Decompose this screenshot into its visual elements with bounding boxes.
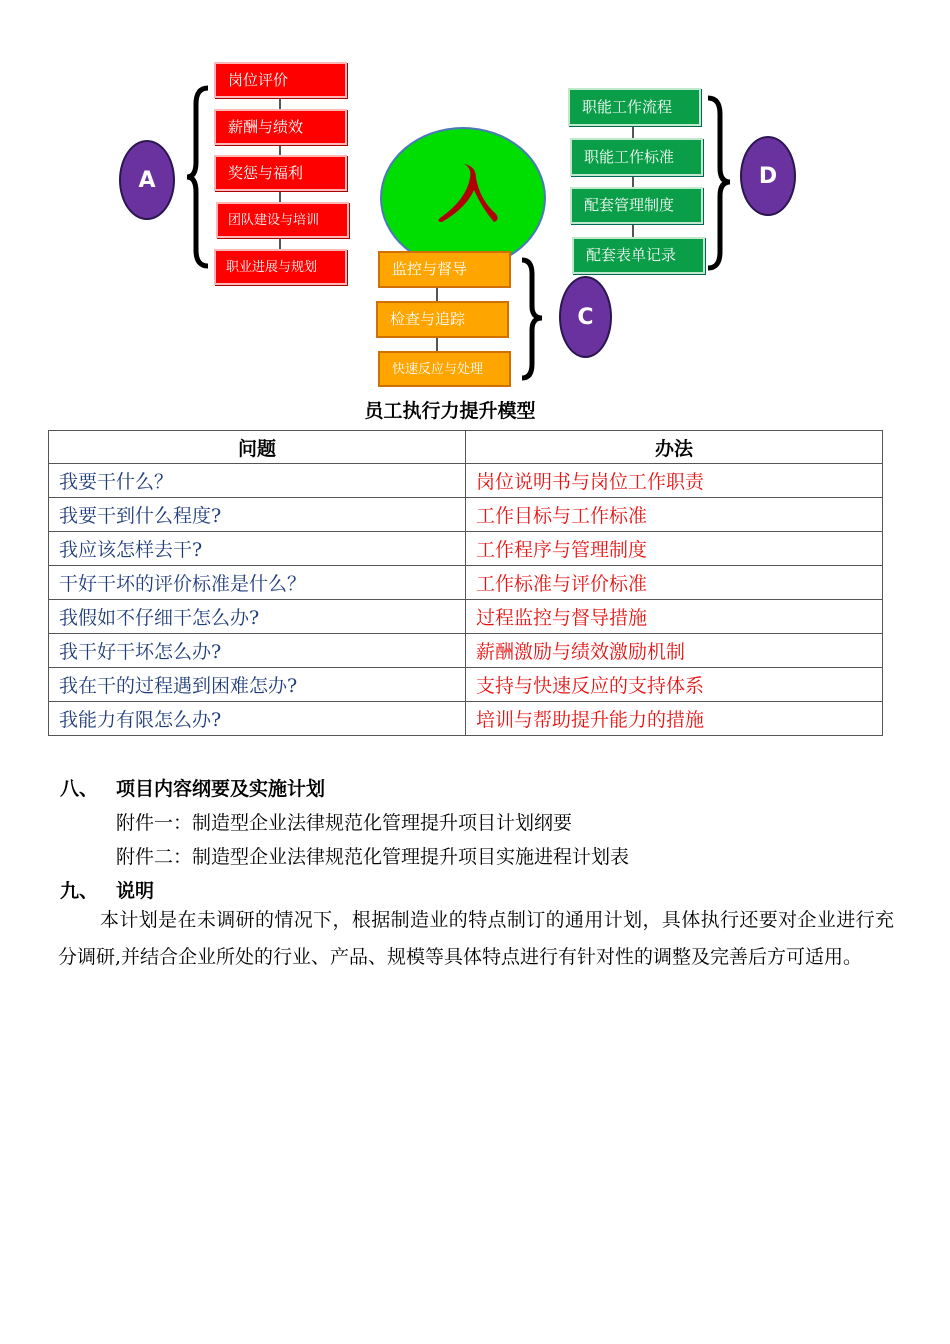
method-cell: 薪酬激励与绩效激励机制 — [466, 634, 883, 668]
a-item-4: 团队建设与培训 — [216, 202, 349, 238]
method-cell: 培训与帮助提升能力的措施 — [466, 702, 883, 736]
a-item-2: 薪酬与绩效 — [214, 109, 347, 145]
diagram-caption: 员工执行力提升模型 — [364, 400, 536, 422]
a-item-5: 职业进展与规划 — [214, 249, 347, 285]
circle-d: D — [740, 136, 796, 216]
section-8-number: 八、 — [60, 778, 99, 800]
method-cell: 工作程序与管理制度 — [466, 532, 883, 566]
d-item-3: 配套管理制度 — [570, 187, 703, 224]
brace-c-icon — [518, 256, 546, 384]
table-row — [49, 464, 883, 498]
header-method: 办法 — [466, 431, 883, 464]
section-8-title: 项目内容纲要及实施计划 — [116, 778, 326, 800]
section-8-heading — [60, 774, 325, 801]
table-header-row — [49, 431, 883, 464]
table-row — [49, 600, 883, 634]
brace-a-icon — [184, 84, 214, 270]
question-cell: 我要干什么？ — [49, 464, 466, 498]
question-cell: 我假如不仔细干怎么办? — [49, 600, 466, 634]
section-9-heading — [60, 876, 154, 903]
question-cell: 干好干坏的评价标准是什么？ — [49, 566, 466, 600]
table-row — [49, 566, 883, 600]
table-row — [49, 498, 883, 532]
d-item-2: 职能工作标准 — [570, 138, 703, 176]
a-item-3: 奖惩与福利 — [214, 155, 347, 191]
table-row — [49, 532, 883, 566]
question-cell: 我能力有限怎么办? — [49, 702, 466, 736]
method-cell: 岗位说明书与岗位工作职责 — [466, 464, 883, 498]
method-cell: 过程监控与督导措施 — [466, 600, 883, 634]
method-cell: 工作标准与评价标准 — [466, 566, 883, 600]
method-cell: 支持与快速反应的支持体系 — [466, 668, 883, 702]
d-item-1: 职能工作流程 — [568, 88, 701, 126]
question-cell: 我要干到什么程度? — [49, 498, 466, 532]
table-row — [49, 702, 883, 736]
c-item-3: 快速反应与处理 — [378, 351, 511, 387]
question-cell: 我应该怎样去干? — [49, 532, 466, 566]
c-item-1: 监控与督导 — [378, 251, 511, 288]
a-item-1: 岗位评价 — [214, 62, 347, 98]
table-row — [49, 668, 883, 702]
section-9-number: 九、 — [60, 880, 99, 902]
person-character-icon — [432, 160, 500, 226]
table-row — [49, 634, 883, 668]
section-9-title: 说明 — [116, 880, 155, 902]
attachment-2: 附件二：制造型企业法律规范化管理提升项目实施进程计划表 — [116, 846, 630, 868]
section-9-paragraph: 本计划是在未调研的情况下，根据制造业的特点制订的通用计划，具体执行还要对企业进行充分调研,并结合企业所处的行业、产品、规模等具体特点进行有针对性的调整及完善后方可适用。 — [58, 909, 894, 968]
brace-d-icon — [704, 94, 734, 272]
question-cell: 我在干的过程遇到困难怎办? — [49, 668, 466, 702]
question-cell: 我干好干坏怎么办? — [49, 634, 466, 668]
header-question: 问题 — [49, 431, 466, 464]
circle-c: C — [559, 276, 612, 358]
attachment-1: 附件一：制造型企业法律规范化管理提升项目计划纲要 — [116, 812, 573, 834]
circle-a: A — [119, 140, 175, 220]
question-method-table — [48, 430, 883, 736]
c-item-2: 检查与追踪 — [376, 301, 509, 338]
method-cell: 工作目标与工作标准 — [466, 498, 883, 532]
d-item-4: 配套表单记录 — [572, 237, 705, 274]
